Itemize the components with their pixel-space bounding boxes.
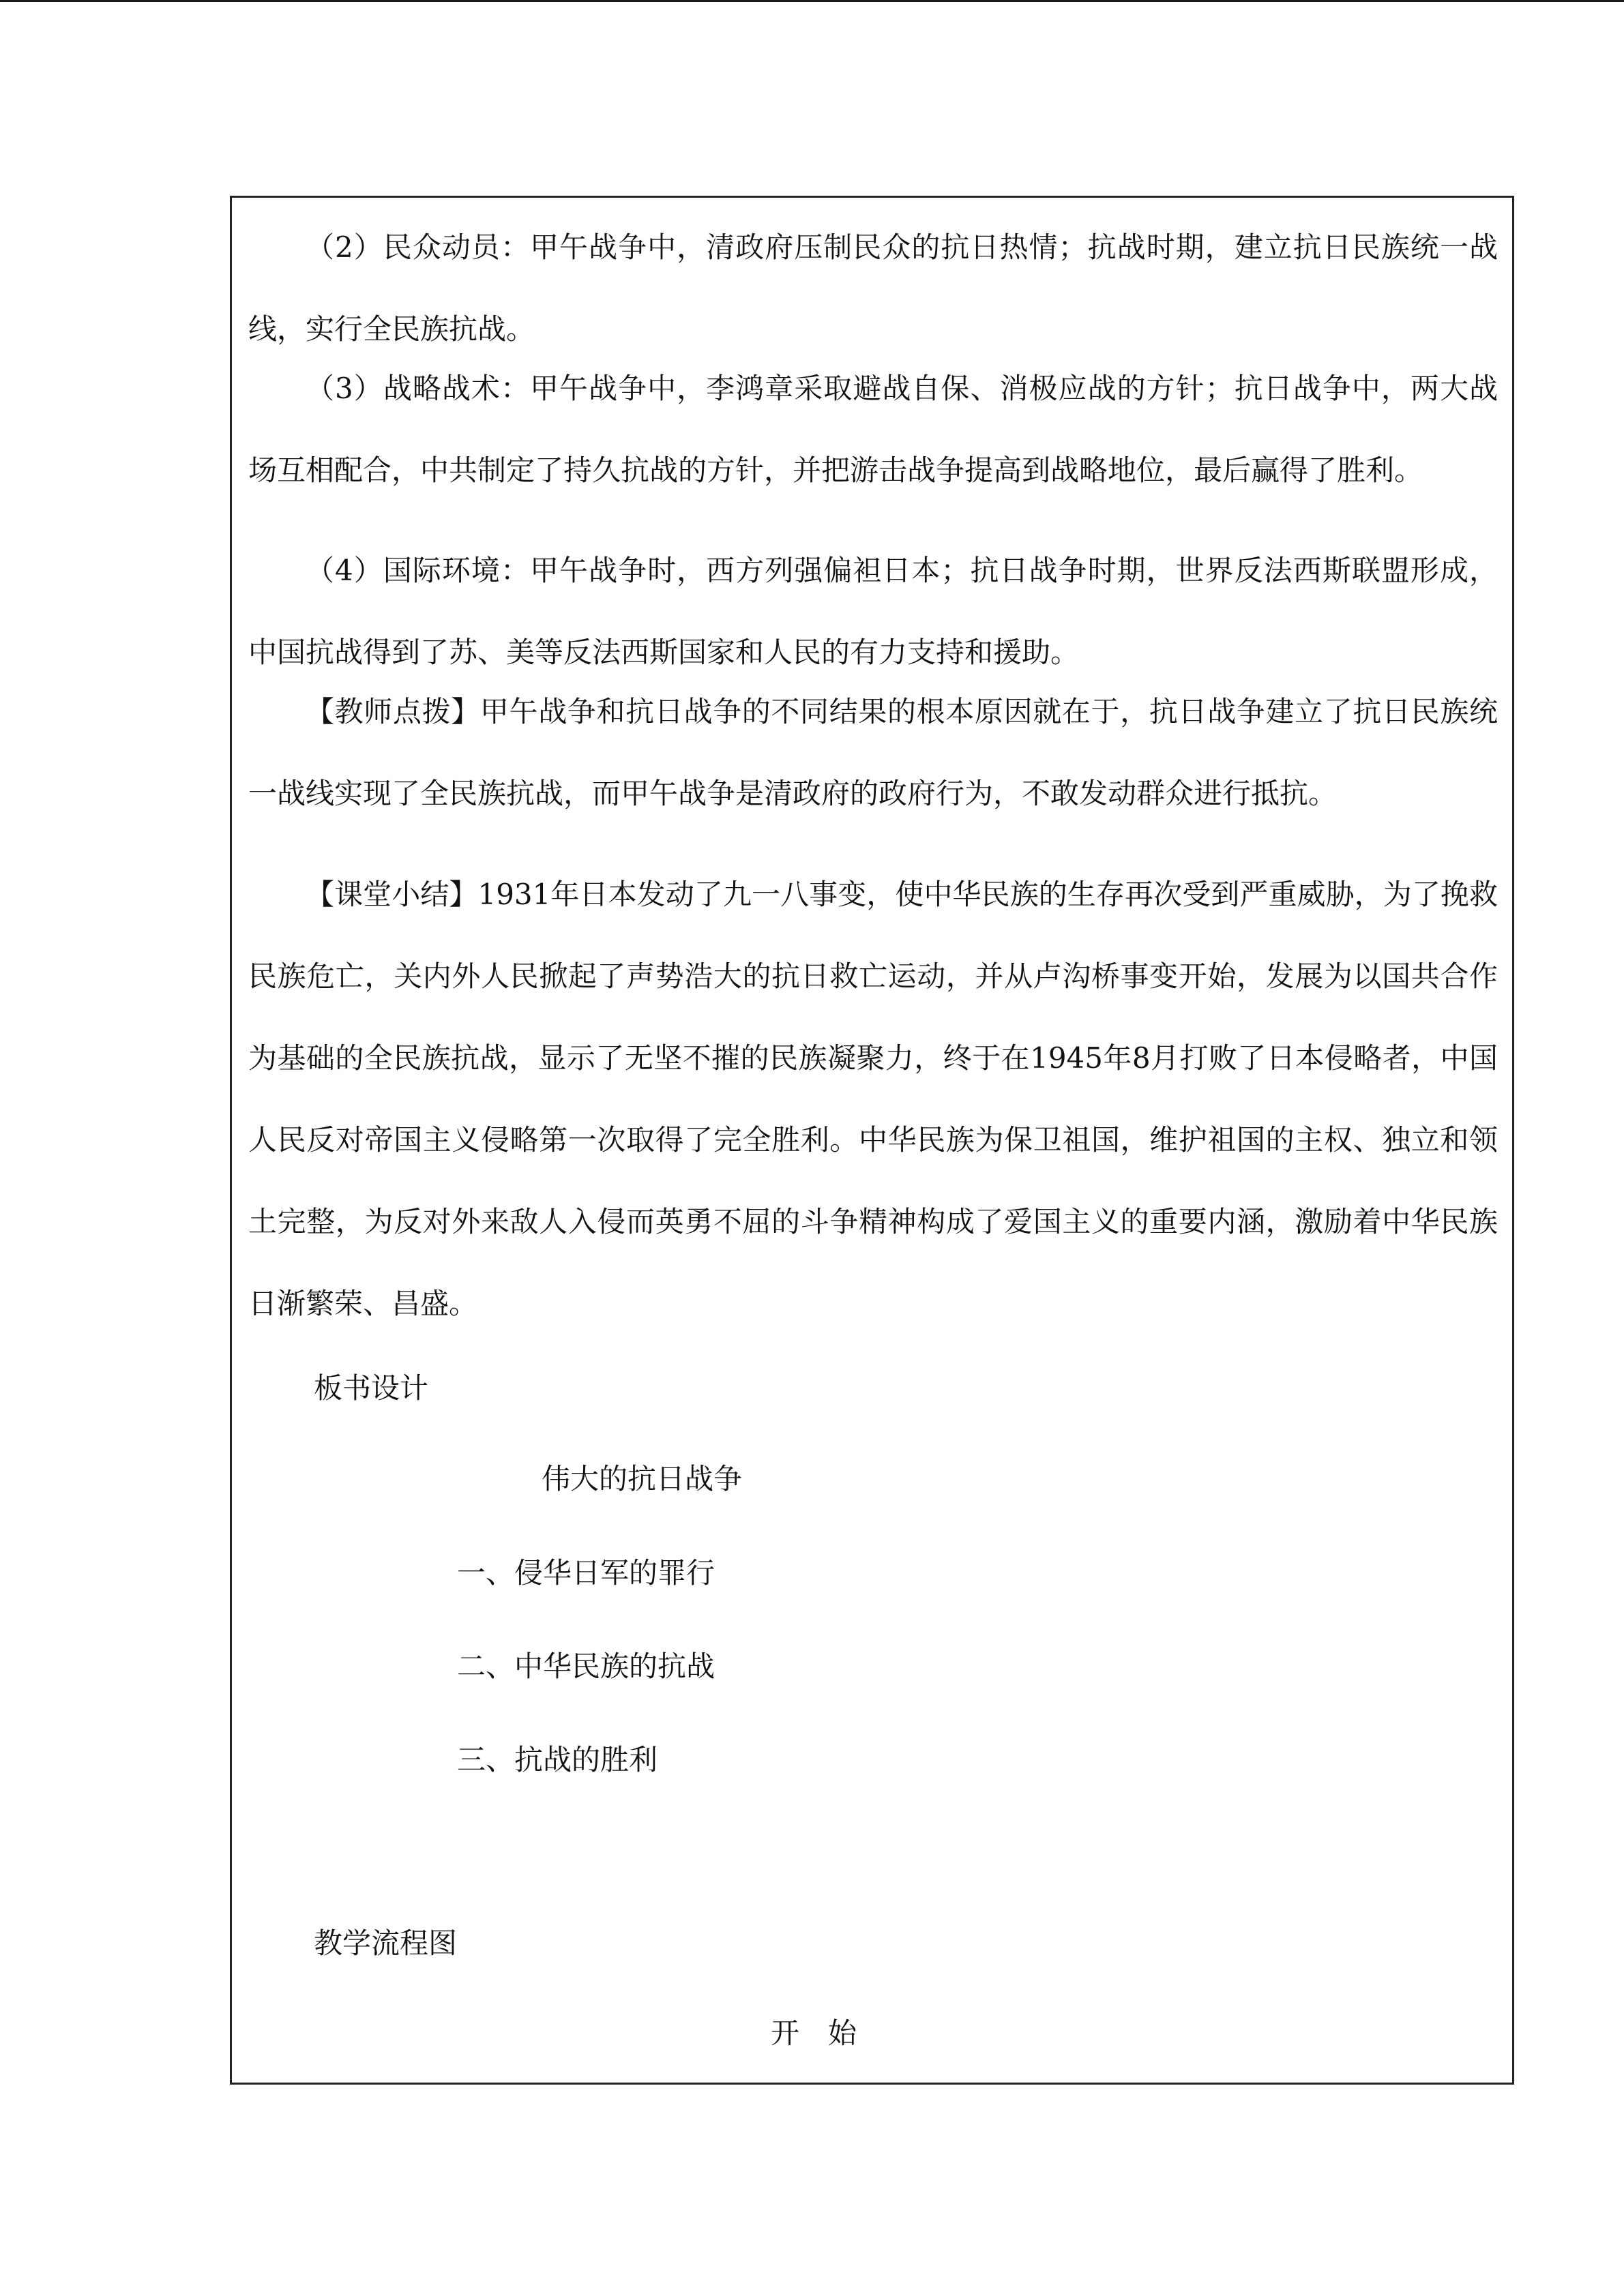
board-design-item: 一、侵华日军的罪行 — [457, 1556, 715, 1590]
paragraph-strategy: （3）战略战术：甲午战争中，李鸿章采取避战自保、消极应战的方针；抗日战争中，两大战场互相配合，中共制定了持久抗战的方针，并把游击战争提高到战略地位，最后赢得了胜利。 — [248, 372, 1498, 487]
board-design-label: 板书设计 — [314, 1371, 429, 1405]
flowchart-start-node: 开 始 — [771, 2016, 857, 2050]
paragraph-mobilization: （2）民众动员：甲午战争中，清政府压制民众的抗日热情；抗战时期，建立抗日民族统一战线，实行全民族抗战。 — [248, 230, 1498, 346]
paragraph-international: （4）国际环境：甲午战争时，西方列强偏袒日本；抗日战争时期，世界反法西斯联盟形成，中国抗战得到了苏、美等反法西斯国家和人民的有力支持和援助。 — [248, 554, 1498, 669]
board-design-item: 二、中华民族的抗战 — [457, 1650, 715, 1683]
top-border-line — [0, 0, 1624, 2]
paragraph-teacher-guidance: 【教师点拨】甲午战争和抗日战争的不同结果的根本原因就在于，抗日战争建立了抗日民族统一战线实现了全民族抗战，而甲午战争是清政府的政府行为，不敢发动群众进行抵抗。 — [248, 695, 1498, 810]
flowchart-label: 教学流程图 — [314, 1926, 458, 1960]
lesson-plan-table-cell — [230, 196, 1514, 2085]
board-design-title: 伟大的抗日战争 — [542, 1462, 743, 1495]
paragraph-class-summary: 【课堂小结】1931年日本发动了九一八事变，使中华民族的生存再次受到严重威胁，为了挽救民族危亡，关内外人民掀起了声势浩大的抗日救亡运动，并从卢沟桥事变开始，发展为以国共合作为基础的全民族抗战，显示了无坚不摧的民族凝聚力，终于在1945年8月打败了日本侵略者，中国人民反对帝国主义侵略第一次取得了完全胜利。中华民族为保卫祖国，维护祖国的主权、独立和领土完整，为反对外来敌人入侵而英勇不屈的斗争精神构成了爱国主义的重要内涵，激励着中华民族日渐繁荣、昌盛。 — [248, 878, 1498, 1320]
board-design-item: 三、抗战的胜利 — [457, 1743, 658, 1776]
